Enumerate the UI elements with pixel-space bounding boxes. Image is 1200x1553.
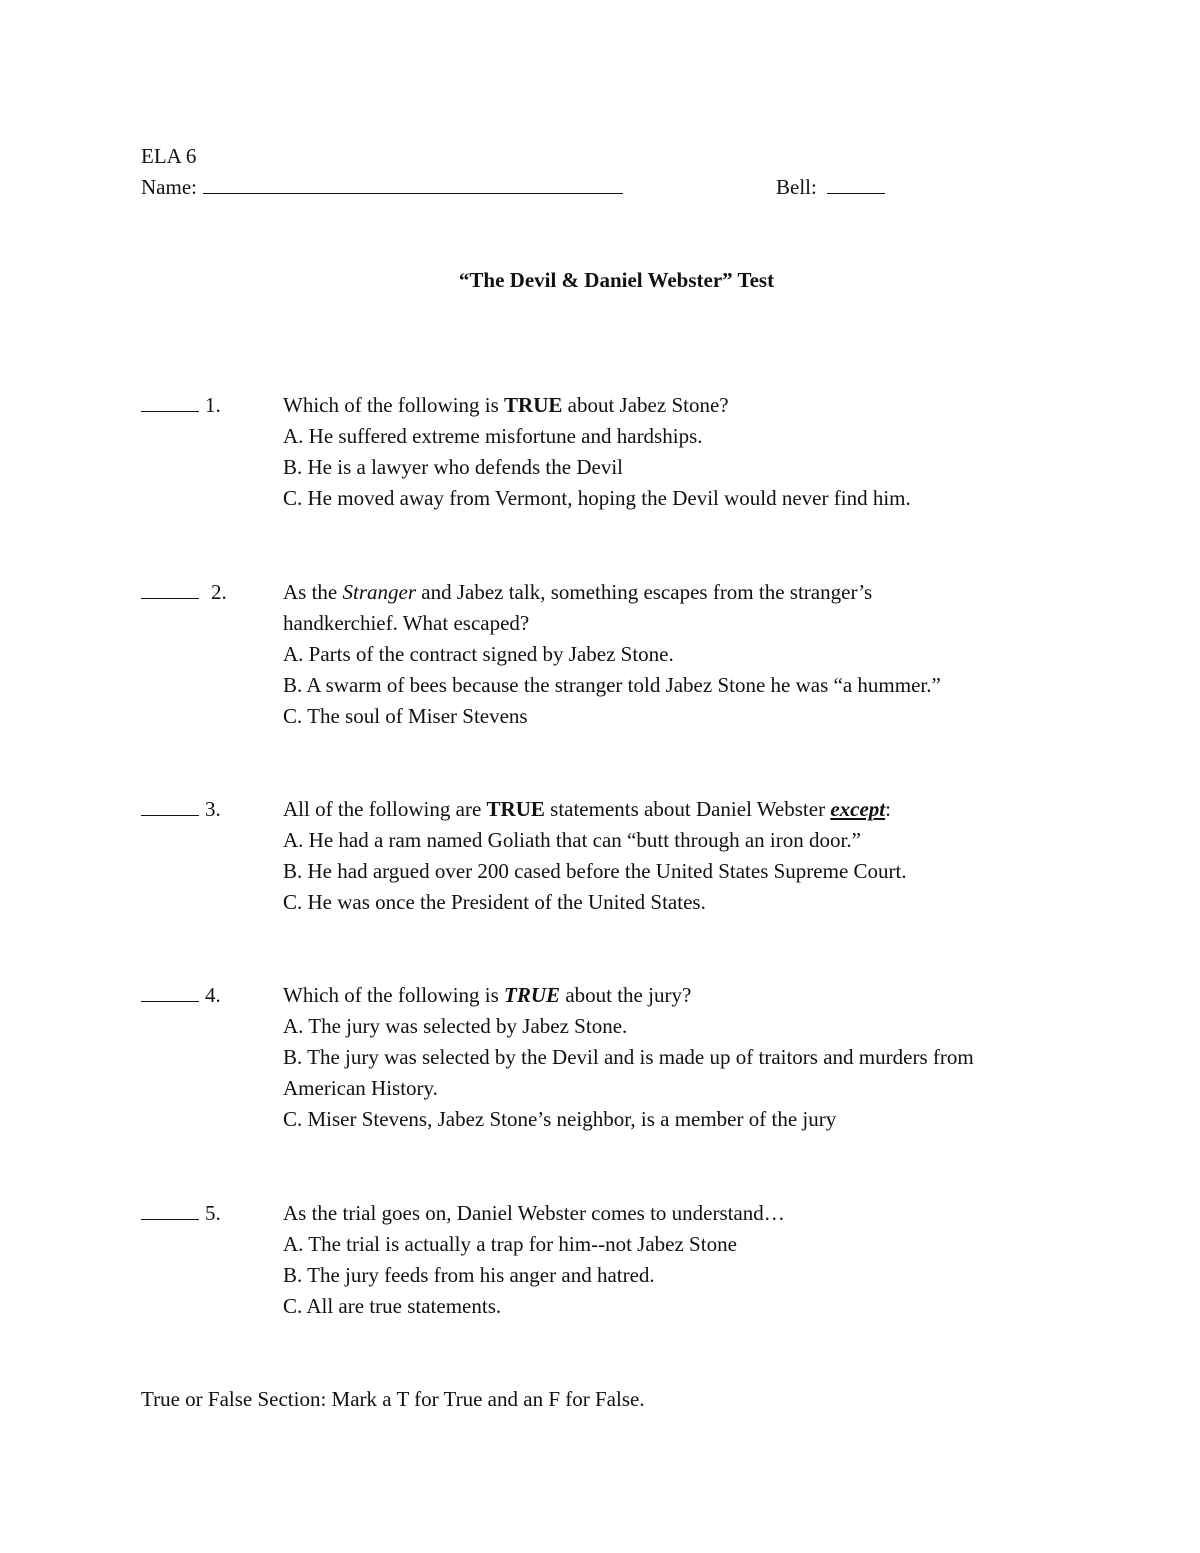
option-4a: A. The jury was selected by Jabez Stone.	[283, 1014, 628, 1038]
question-number: 5.	[205, 1201, 221, 1225]
option-1c: C. He moved away from Vermont, hoping the Devil would never find him.	[283, 486, 911, 510]
option-5c: C. All are true statements.	[283, 1294, 502, 1318]
answer-blank-1[interactable]	[141, 393, 221, 417]
question-stem-2	[283, 580, 872, 604]
option-1b: B. He is a lawyer who defends the Devil	[283, 455, 623, 479]
stem-text: :	[885, 797, 891, 821]
answer-line[interactable]	[141, 797, 199, 816]
stem-emphasis: TRUE	[486, 797, 545, 821]
stem-emphasis: TRUE	[504, 393, 563, 417]
bell-row	[776, 175, 885, 199]
question-number: 4.	[205, 983, 221, 1007]
option-3a: A. He had a ram named Goliath that can “butt through an iron door.”	[283, 828, 861, 852]
answer-line[interactable]	[141, 1201, 199, 1220]
bell-blank-line[interactable]	[827, 175, 885, 194]
name-label: Name:	[141, 175, 197, 199]
page-title: “The Devil & Daniel Webster” Test	[458, 268, 775, 292]
stem-emphasis-except: except	[830, 797, 886, 821]
name-blank-line[interactable]	[203, 175, 623, 194]
question-stem-4	[283, 983, 691, 1007]
stem-text: Which of the following is	[283, 393, 505, 417]
answer-line[interactable]	[141, 580, 199, 599]
name-row	[141, 175, 623, 199]
stem-text: All of the following are	[283, 797, 487, 821]
question-stem-3	[283, 797, 891, 821]
question-number: 2.	[211, 580, 227, 604]
option-3b: B. He had argued over 200 cased before the United States Supreme Court.	[283, 859, 907, 883]
question-number: 3.	[205, 797, 221, 821]
option-5b: B. The jury feeds from his anger and hatred.	[283, 1263, 655, 1287]
question-stem-5: As the trial goes on, Daniel Webster comes to understand…	[283, 1201, 785, 1225]
option-4c: C. Miser Stevens, Jabez Stone’s neighbor, is a member of the jury	[283, 1107, 837, 1131]
question-stem-1	[283, 393, 729, 417]
question-stem-2-line2: handkerchief. What escaped?	[283, 611, 530, 635]
option-5a: A. The trial is actually a trap for him--not Jabez Stone	[283, 1232, 737, 1256]
option-4b: B. The jury was selected by the Devil and is made up of traitors and murders from	[283, 1045, 974, 1069]
bell-label: Bell:	[776, 175, 817, 199]
option-1a: A. He suffered extreme misfortune and hardships.	[283, 424, 703, 448]
option-2b: B. A swarm of bees because the stranger told Jabez Stone he was “a hummer.”	[283, 673, 941, 697]
stem-text: statements about Daniel Webster	[544, 797, 831, 821]
stem-text: about the jury?	[560, 983, 692, 1007]
stem-emphasis: TRUE	[504, 983, 561, 1007]
answer-blank-4[interactable]	[141, 983, 221, 1007]
stem-text: about Jabez Stone?	[562, 393, 729, 417]
answer-line[interactable]	[141, 983, 199, 1002]
course-label: ELA 6	[141, 144, 197, 168]
question-number: 1.	[205, 393, 221, 417]
option-2a: A. Parts of the contract signed by Jabez Stone.	[283, 642, 674, 666]
answer-blank-5[interactable]	[141, 1201, 221, 1225]
stem-text: As the	[283, 580, 343, 604]
stem-text: Which of the following is	[283, 983, 505, 1007]
answer-line[interactable]	[141, 393, 199, 412]
answer-blank-2[interactable]	[141, 580, 227, 604]
option-4b-continued: American History.	[283, 1076, 438, 1100]
answer-blank-3[interactable]	[141, 797, 221, 821]
option-3c: C. He was once the President of the United States.	[283, 890, 706, 914]
true-false-instruction: True or False Section: Mark a T for True and an F for False.	[141, 1387, 645, 1411]
stem-emphasis: Stranger	[342, 580, 416, 604]
option-2c: C. The soul of Miser Stevens	[283, 704, 528, 728]
stem-text: and Jabez talk, something escapes from the stranger’s	[416, 580, 873, 604]
